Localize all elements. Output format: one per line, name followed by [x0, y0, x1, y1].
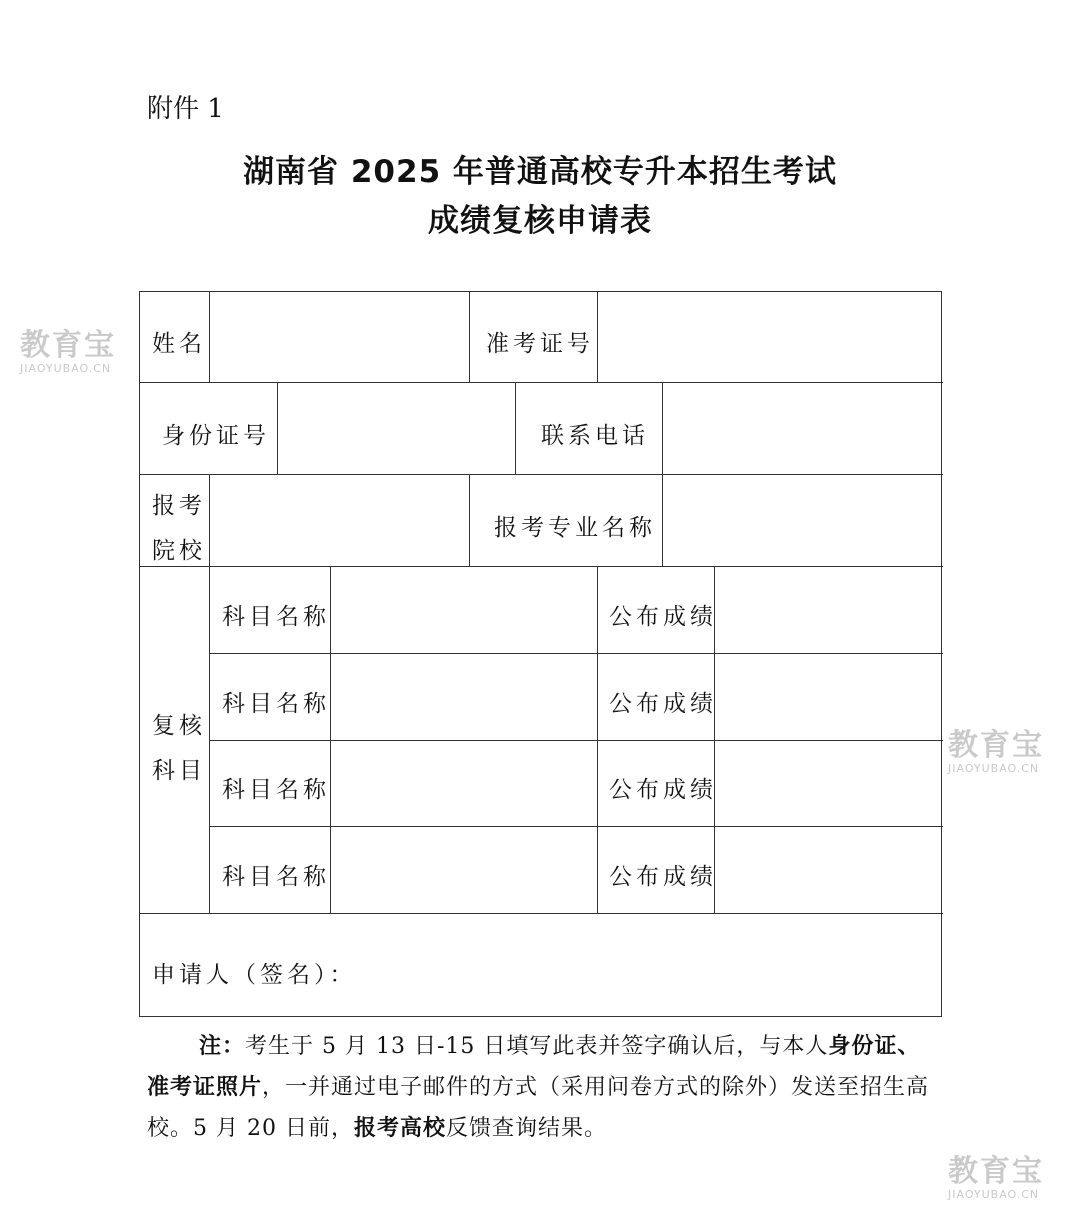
row-divider — [140, 382, 943, 383]
major-label: 报考专业名称 — [494, 515, 656, 541]
subject-name-label: 科目名称 — [222, 691, 330, 717]
subject-name-label: 科目名称 — [222, 777, 330, 803]
subject-name-label: 科目名称 — [222, 864, 330, 890]
note-label: 注： — [199, 1033, 246, 1059]
subject-name-label: 科目名称 — [222, 604, 330, 630]
name-label: 姓名 — [152, 331, 206, 357]
form-title-line2: 成绩复核申请表 — [428, 203, 652, 239]
col-divider — [277, 382, 278, 474]
col-divider — [209, 566, 210, 913]
form-note — [147, 1026, 942, 1149]
note-text: ，一并通过电子邮件的方式（采用问卷方式的除外）发送至招生高校。5 月 20 日前， — [147, 1075, 930, 1141]
row-divider — [140, 566, 943, 567]
attachment-label: 附件 1 — [147, 94, 224, 124]
phone-label: 联系电话 — [541, 423, 649, 449]
note-bold-school: 报考高校 — [353, 1115, 446, 1141]
row-divider — [140, 913, 943, 914]
col-divider — [330, 566, 331, 913]
review-application-form — [139, 291, 942, 1017]
published-score-label: 公布成绩 — [609, 604, 717, 630]
note-text: 考生于 5 月 13 日-15 日填写此表并签字确认后，与本人 — [245, 1034, 829, 1059]
row-divider — [210, 740, 943, 741]
row-divider — [140, 474, 943, 475]
note-text: 反馈查询结果。 — [446, 1116, 608, 1141]
note-bold-documents: 身份证、准考证照片 — [147, 1033, 921, 1100]
id-number-label: 身份证号 — [162, 423, 270, 449]
col-divider — [597, 566, 598, 913]
col-divider — [469, 292, 470, 382]
col-divider — [662, 382, 663, 474]
col-divider — [662, 474, 663, 566]
ticket-number-label: 准考证号 — [486, 331, 594, 357]
col-divider — [209, 474, 210, 566]
watermark-logo: 教育宝 JIAOYUBAO.CN — [948, 1154, 1044, 1201]
form-title-line1: 湖南省 2025 年普通高校专升本招生考试 — [243, 154, 837, 190]
review-subjects-label-line1: 复核 — [152, 713, 206, 739]
col-divider — [209, 292, 210, 382]
published-score-label: 公布成绩 — [609, 864, 717, 890]
watermark-logo: 教育宝 JIAOYUBAO.CN — [948, 728, 1044, 775]
school-label-line1: 报考 — [152, 493, 206, 519]
school-label-line2: 院校 — [152, 538, 206, 564]
published-score-label: 公布成绩 — [609, 777, 717, 803]
row-divider — [210, 653, 943, 654]
col-divider — [469, 474, 470, 566]
watermark-logo: 教育宝 JIAOYUBAO.CN — [20, 328, 116, 375]
col-divider — [515, 382, 516, 474]
applicant-signature-label: 申请人（签名）： — [152, 962, 357, 988]
col-divider — [597, 292, 598, 382]
review-subjects-label-line2: 科目 — [152, 758, 206, 784]
published-score-label: 公布成绩 — [609, 691, 717, 717]
row-divider — [210, 826, 943, 827]
